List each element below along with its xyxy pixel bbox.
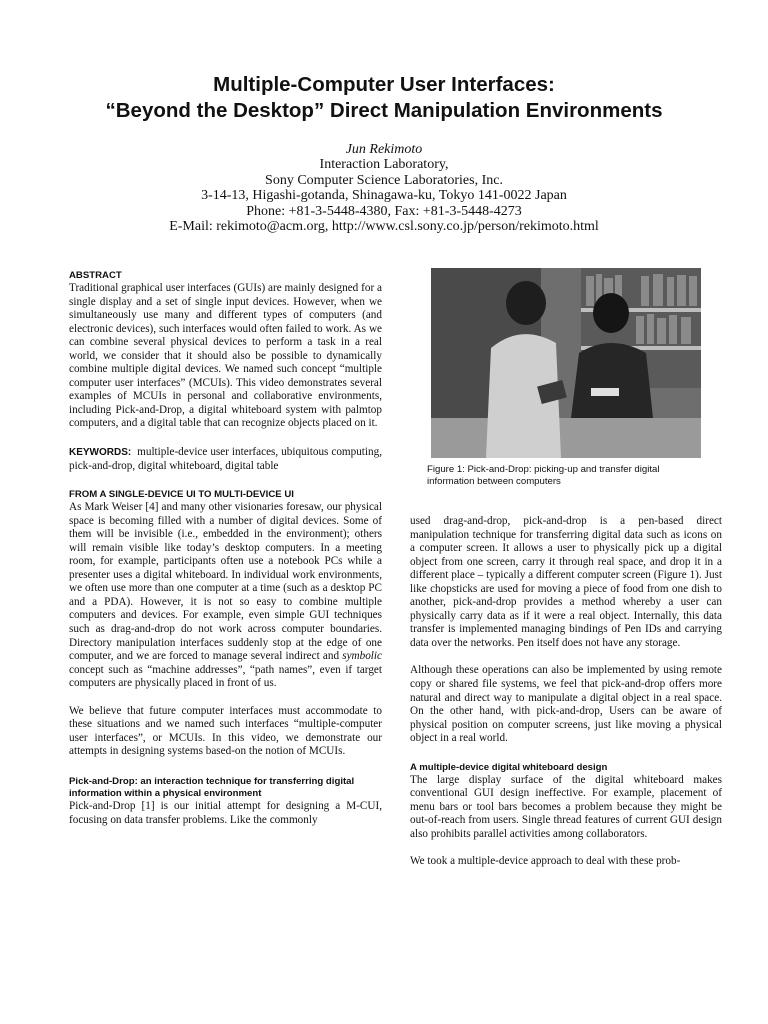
section-1-emphasis: symbolic	[342, 650, 382, 663]
author-phone: Phone: +81-3-5448-4380, Fax: +81-3-5448-4273	[246, 203, 522, 219]
author-address: 3-14-13, Higashi-gotanda, Shinagawa-ku, Tokyo 141-0022 Japan	[201, 188, 567, 204]
section-1-paragraph-1-part-b: concept such as “machine addresses”, “path names”, even if target computers are physically placed in front of us.	[69, 663, 382, 690]
section-1-heading: FROM A SINGLE-DEVICE UI TO MULTI-DEVICE UI	[69, 489, 294, 501]
author-block	[40, 142, 728, 234]
section-2-paragraph-2: Although these operations can also be implemented by using remote copy or shared file systems, we feel that pick-and-drop offers more natural and direct way to manipulate a digital object in a real space. On the other hand, with pick-and-drop, Users can be aware of physical position on computer screens, just like moving a physical object in a real world.	[410, 664, 722, 745]
title-line-2: “Beyond the Desktop” Direct Manipulation Environments	[105, 99, 663, 122]
figure-1-caption: Figure 1: Pick-and-Drop: picking-up and transfer digital information between computers	[427, 464, 660, 487]
affiliation-line-2: Sony Computer Science Laboratories, Inc.	[265, 172, 503, 188]
section-1-paragraph-1	[69, 501, 382, 691]
figure-1-photo	[431, 268, 701, 458]
section-2-paragraph-1-left: Pick-and-Drop [1] is our initial attempt for designing a M-CUI, focusing on data transfer problems. Like the commonly	[69, 799, 382, 826]
title-line-1: Multiple-Computer User Interfaces:	[213, 73, 555, 96]
keywords-label: KEYWORDS:	[69, 447, 132, 459]
right-column	[410, 515, 722, 869]
abstract-text: Traditional graphical user interfaces (GUIs) are mainly designed for a single display and a set of single input devices. However, when we simultaneously use many and different types of computers (and electronic devices), such interfaces would often failed to work. As we can combine several physical devices to perform a task in a real world, we consider that it should also be possible to dynamically combine multiple digital devices. We named such concept “multiple computer user interfaces” (MCUIs). This video demonstrates several examples of MCUIs in personal and collaborative environments, including Pick-and-Drop, a digital whiteboard system with palmtop computers, and a digital table that can recognize objects placed on it.	[69, 282, 382, 430]
photo-illustration	[431, 268, 701, 458]
author-name: Jun Rekimoto	[345, 142, 423, 157]
affiliation-line-1: Interaction Laboratory,	[319, 157, 449, 173]
section-2-heading: Pick-and-Drop: an interaction technique for transferring digital information within a physical environment	[69, 775, 355, 799]
keywords-paragraph	[69, 446, 382, 473]
abstract-heading: ABSTRACT	[69, 270, 122, 281]
paper-title	[40, 72, 728, 124]
section-3-paragraph-2: We took a multiple-device approach to deal with these prob-	[410, 855, 681, 868]
section-3-paragraph-1: The large display surface of the digital whiteboard makes conventional GUI design ineffective. For example, placement of menu bars or tool bars becomes a problem because they might be out-of-reach from users. Single thread features of current GUI design also prohibits parallel activities among collaborators.	[410, 773, 722, 840]
section-1-paragraph-1-part-a: As Mark Weiser [4] and many other visionaries foresaw, our physical space is becoming filled with a number of digital devices. Some of them will be invisible (i.e., embedded in the environment); others will remain visible like today’s desktop computers. In a meeting room, for example, participants often use a notebook PCs while a presenter uses a digital whiteboard. In individual work environments, we often use more than one computer at a time (such as a desktop PC and a PDA). However, it is not so easy to combine multiple computers and devices. For example, even simple GUI techniques such as drag-and-drop do not work across computer boundaries. Directory manipulation interfaces suddenly stop at the edge of one computer, and we are forced to manage several indirect and	[69, 501, 382, 663]
section-1-paragraph-2: We believe that future computer interfaces must accommodate to these situations and we named such interfaces “multiple-computer user interfaces”, or MCUIs. In this video, we demonstrate our attempts in designing systems based-on the notion of MCUIs.	[69, 704, 382, 758]
left-column	[69, 270, 382, 827]
section-3-heading: A multiple-device digital whiteboard design	[410, 761, 608, 773]
author-email: E-Mail: rekimoto@acm.org, http://www.csl.sony.co.jp/person/rekimoto.html	[169, 219, 599, 235]
section-2-paragraph-1-right: used drag-and-drop, pick-and-drop is a pen-based direct manipulation technique for transferring digital data such as icons on a computer screen. It allows a user to physically pick up a digital object from one screen, carry it through real space, and drop it in a different place – typically a different computer screen (Figure 1). Just like chopsticks are used for moving a piece of food from one dish to another, pick-and-drop provides a method whereby a user can physically carry data as if it were a real object. Internally, this data transfer is implemented managing bindings of Pen IDs and carrying data over the networks. Pen itself does not have any storage.	[410, 515, 722, 649]
keywords-text: multiple-device user interfaces, ubiquitous computing, pick-and-drop, digital whiteboard, digital table	[69, 446, 382, 472]
